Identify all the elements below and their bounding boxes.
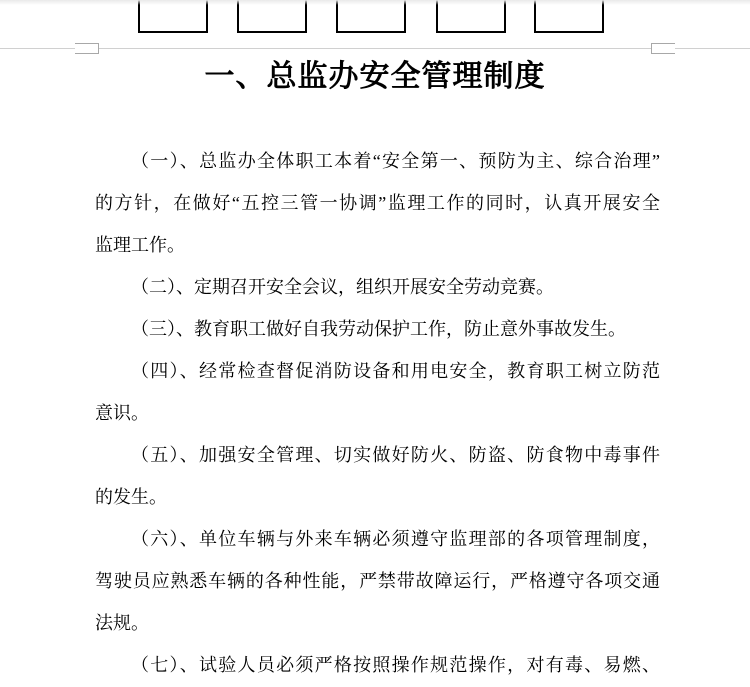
margin-mark-right — [651, 43, 675, 54]
top-margin-line — [0, 48, 750, 49]
text-line: 的方针，在做好“五控三管一协调”监理工作的同时，认真开展安全 — [95, 193, 660, 213]
text-line: 的发生。 — [95, 487, 167, 507]
text-line: （五）、加强安全管理、切实做好防火、防盗、防食物中毒事件 — [131, 445, 660, 465]
text-line: （三）、教育职工做好自我劳动保护工作，防止意外事故发生。 — [131, 319, 626, 339]
document-title: 一、总监办安全管理制度 — [204, 60, 546, 93]
text-line: 监理工作。 — [95, 235, 185, 255]
text-line: （二）、定期召开安全会议，组织开展安全劳动竞赛。 — [131, 277, 554, 297]
text-line: 驾驶员应熟悉车辆的各种性能，严禁带故障运行，严格遵守各项交通 — [95, 571, 660, 591]
text-line: （七）、试验人员必须严格按照操作规范操作，对有毒、易燃、 — [131, 655, 660, 675]
margin-mark-left — [75, 43, 99, 54]
text-line: （一）、总监办全体职工本着“安全第一、预防为主、综合治理” — [131, 151, 660, 171]
text-line: （四）、经常检查督促消防设备和用电安全，教育职工树立防范 — [131, 361, 660, 381]
page-top-shadow — [0, 0, 750, 5]
header-signature-boxes — [0, 0, 750, 40]
text-line: 法规。 — [95, 613, 149, 633]
text-line: 意识。 — [95, 403, 149, 423]
document-body — [95, 140, 660, 686]
text-line: （六）、单位车辆与外来车辆必须遵守监理部的各项管理制度， — [131, 529, 660, 549]
